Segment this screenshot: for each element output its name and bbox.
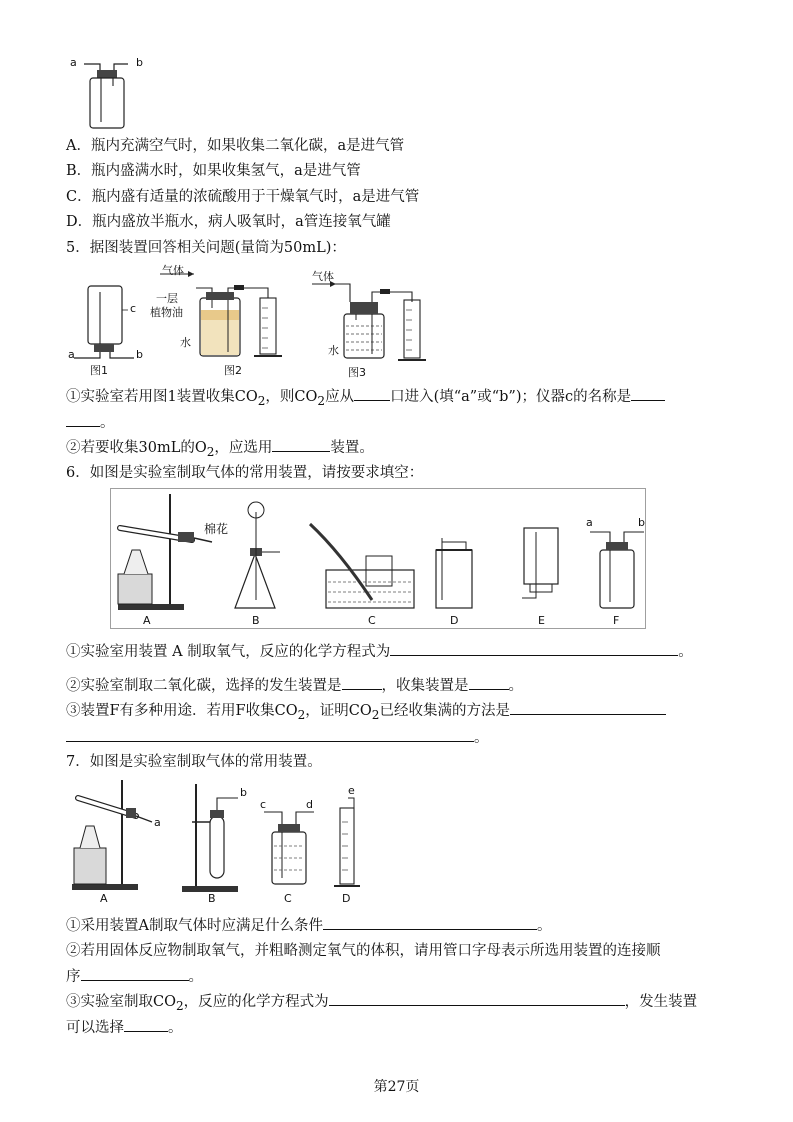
q6-apparatus-drawing	[110, 488, 650, 630]
q5-entry-port-blank[interactable]	[354, 386, 390, 401]
q7-port-b: b	[240, 786, 247, 799]
fig3-caption: 图3	[348, 366, 366, 379]
q7-apparatus-drawing	[66, 776, 366, 902]
q7-port-c: c	[260, 798, 267, 811]
port-a-label: a	[70, 56, 77, 69]
fig1-caption: 图1	[90, 364, 108, 377]
q5-part2: ②若要收集30mL的$O_2$，应选用 装置。	[66, 437, 374, 462]
q6-method-blank[interactable]	[510, 700, 666, 715]
q7-label-a: A	[100, 892, 108, 905]
question-7-title: 7．如图是实验室制取气体的常用装置。	[66, 754, 322, 770]
option-c: C．瓶内盛有适量的浓硫酸用于干燥氧气时，a是进气管	[66, 189, 420, 205]
option-a: A．瓶内充满空气时，如果收集二氧化碳，a是进气管	[66, 138, 405, 154]
fig2-water-label: 水	[180, 336, 191, 349]
page-number: 第27页	[373, 1079, 420, 1095]
q7-label-b: B	[208, 892, 216, 905]
q5-part1-cont: 。	[66, 412, 115, 433]
apparatus-label-e: E	[538, 614, 545, 627]
fig2-oil-line1: 一层	[156, 292, 178, 305]
q6-equation-blank[interactable]	[390, 641, 678, 656]
oil-bottle-cylinder-drawing	[150, 262, 290, 378]
q6-generator-blank[interactable]	[342, 675, 382, 690]
fig3-water-label: 水	[328, 344, 339, 357]
q7-part2: ②若用固体反应物制取氧气，并粗略测定氧气的体积，请用管口字母表示所选用装置的连接顺	[66, 943, 661, 959]
q5-figure-2	[150, 262, 290, 378]
q7-part2-cont: 序 。	[66, 966, 203, 987]
q6-part3: ③装置F有多种用途．若用F收集$CO_2$，证明$CO_2$已经收集满的方法是	[66, 700, 666, 725]
question-6-title: 6．如图是实验室制取气体的常用装置，请按要求填空：	[66, 465, 424, 481]
fig1-a-label: a	[68, 348, 75, 361]
q6-part3-cont: 。	[66, 727, 489, 748]
q5-part1: ①实验室若用图1装置收集$CO_2$，则$CO_2$应从 口进入(填“a”或“b”)；仪器c的名称是	[66, 386, 665, 411]
fig2-caption: 图2	[224, 364, 242, 377]
q5-instrument-name-blank-cont[interactable]	[66, 412, 100, 427]
apparatus-label-f: F	[613, 614, 620, 627]
q6-apparatus-figure	[110, 488, 650, 630]
q7-apparatus-figure	[66, 776, 366, 905]
top-gas-bottle-figure	[70, 52, 150, 132]
q7-part1: ①采用装置A制取气体时应满足什么条件 。	[66, 915, 551, 936]
fig3-gas-label: 气体	[312, 270, 334, 283]
q7-port-a: a	[154, 816, 161, 829]
q7-part3-cont: 可以选择 。	[66, 1017, 183, 1038]
apparatus-f-port-a: a	[586, 516, 593, 529]
fig2-gas-label: 气体	[162, 264, 184, 277]
q7-port-d: d	[306, 798, 313, 811]
q6-collector-blank[interactable]	[469, 675, 509, 690]
apparatus-label-b: B	[252, 614, 260, 627]
cotton-label: 棉花	[204, 522, 229, 536]
apparatus-label-a: A	[143, 614, 151, 627]
q7-condition-blank[interactable]	[323, 915, 537, 930]
q7-label-c: C	[284, 892, 292, 905]
fig2-oil-line2: 植物油	[150, 306, 183, 319]
port-b-label: b	[136, 56, 143, 69]
q7-part3: ③实验室制取$CO_2$，反应的化学方程式为 ，发生装置	[66, 991, 697, 1016]
q5-device-blank[interactable]	[272, 437, 330, 452]
apparatus-label-d: D	[450, 614, 459, 627]
q7-equation-blank[interactable]	[329, 991, 625, 1006]
q7-label-d: D	[342, 892, 351, 905]
q5-figure-1	[66, 282, 146, 376]
q7-generator-blank[interactable]	[124, 1017, 168, 1032]
fig1-c-label: c	[130, 302, 137, 315]
q6-method-blank-cont[interactable]	[66, 727, 474, 742]
option-d: D．瓶内盛放半瓶水，病人吸氧时，a管连接氧气罐	[66, 214, 391, 230]
q6-part2: ②实验室制取二氧化碳，选择的发生装置是 ，收集装置是 。	[66, 675, 523, 696]
q6-part1: ①实验室用装置 A 制取氧气，反应的化学方程式为 。	[66, 641, 693, 662]
q5-instrument-name-blank[interactable]	[631, 386, 665, 401]
fig1-b-label: b	[136, 348, 143, 361]
q5-figure-3	[308, 266, 438, 378]
q7-order-blank[interactable]	[81, 966, 189, 981]
apparatus-label-c: C	[368, 614, 376, 627]
question-5-title: 5．据图装置回答相关问题(量筒为50mL)：	[66, 240, 346, 256]
apparatus-f-port-b: b	[638, 516, 645, 529]
option-b: B．瓶内盛满水时，如果收集氢气，a是进气管	[66, 163, 361, 179]
q7-port-e: e	[348, 784, 355, 797]
